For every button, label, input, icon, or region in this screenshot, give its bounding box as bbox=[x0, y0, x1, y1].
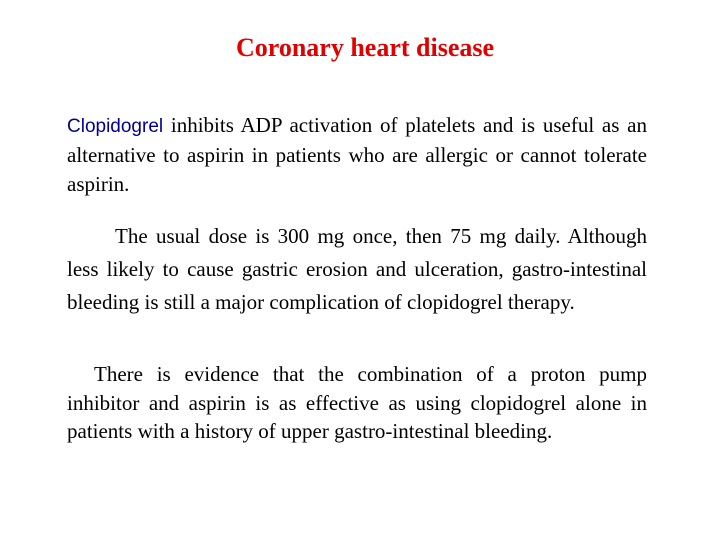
paragraph-clopidogrel-intro bbox=[67, 111, 647, 199]
paragraph-dosage: The usual dose is 300 mg once, then 75 mg daily. Although less likely to cause gastric erosion and ulceration, gastro-intestinal bleeding is still a major complication of clopidogrel therapy. bbox=[67, 224, 647, 314]
paragraph-evidence: There is evidence that the combination of a proton pump inhibitor and aspirin is as effective as using clopidogrel alone in patients with a history of upper gastro-intestinal bleeding. bbox=[67, 362, 647, 443]
slide-title: Coronary heart disease bbox=[235, 33, 495, 62]
paragraph-text: inhibits ADP activation of platelets and is useful as an alternative to aspirin in patients who are allergic or cannot tolerate aspirin. bbox=[67, 113, 647, 196]
drug-term: Clopidogrel bbox=[67, 116, 164, 137]
